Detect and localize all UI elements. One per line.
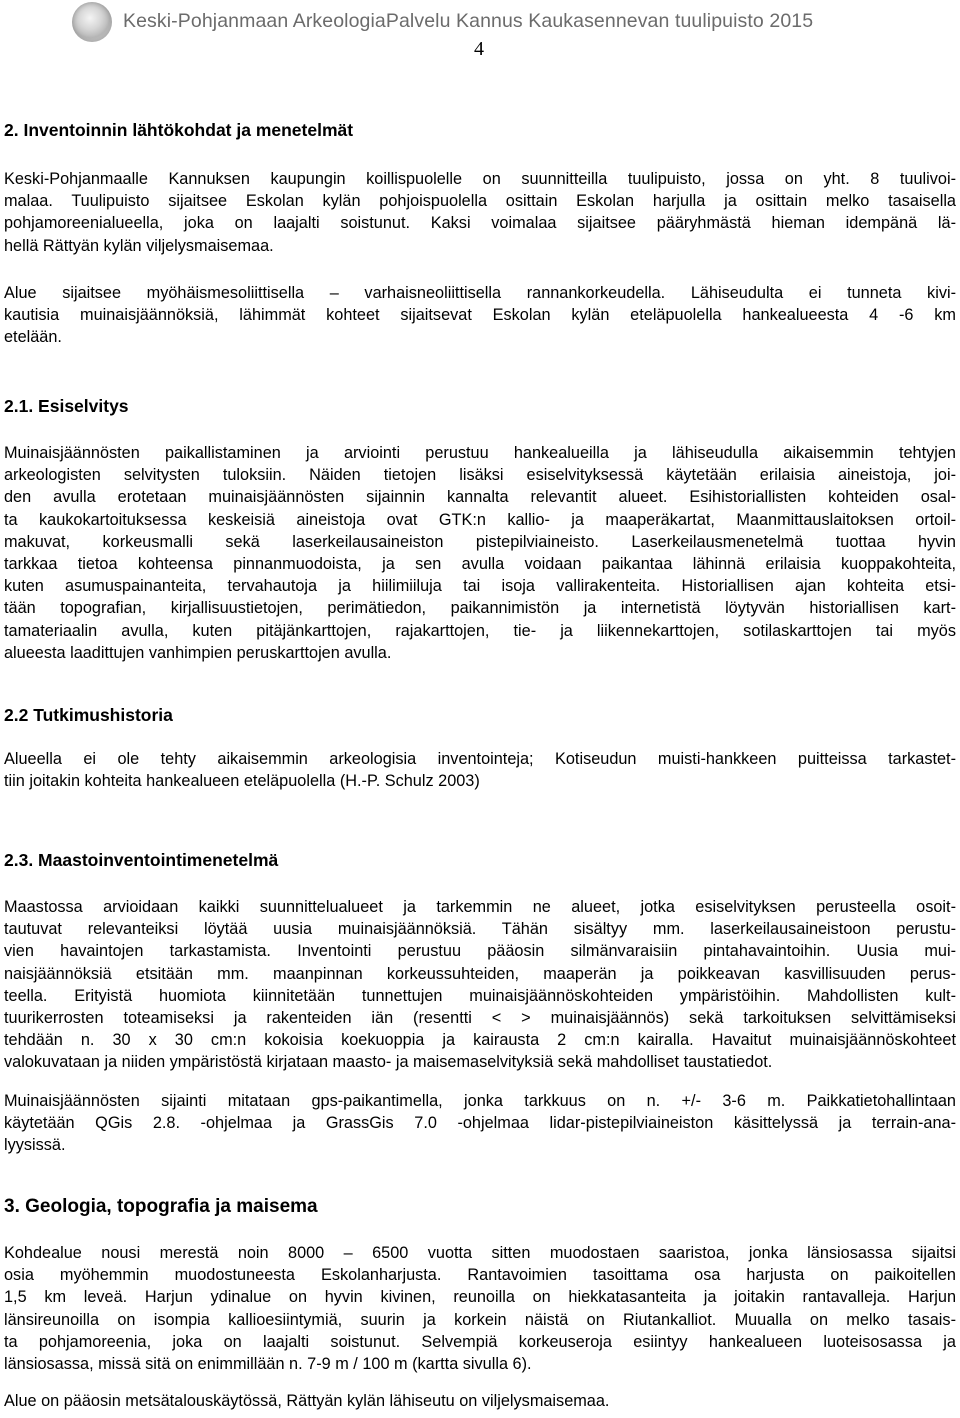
text-line: länsireunoilla on isompia kallioesiintymiä, suurin ja korkein näistä on Riutankalliot. Muualla on melko tasais- bbox=[4, 1310, 956, 1329]
text-line: Alueella ei ole tehty aikaisemmin arkeologisia inventointeja; Kotiseudun muisti-hankkeen puitteissa tarkastet- bbox=[4, 750, 956, 768]
text-line: Alue on pääosin metsätalouskäytössä, Rättyän kylän lähiseutu on viljelysmaisemaa. bbox=[4, 1392, 610, 1410]
heading-section-2: 2. Inventoinnin lähtökohdat ja menetelmät bbox=[4, 120, 354, 140]
text-line: käytetään QGis 2.8. -ohjelmaa ja GrassGis 7.0 -ohjelmaa lidar-pistepilviaineiston käsittelyssä ja terrain-ana- bbox=[4, 1114, 956, 1133]
text-line: malaa. Tuulipuisto sijaitsee Eskolan kylän pohjoispuolella osittain Eskolan harjulla ja osittain melko tasaisella bbox=[4, 192, 956, 211]
heading-section-2-2: 2.2 Tutkimushistoria bbox=[4, 705, 173, 725]
company-logo bbox=[72, 2, 112, 42]
text-line: etelään. bbox=[4, 328, 62, 347]
text-line: valokuvataan ja niiden ympäristöstä kirjataan maasto- ja maisemaselvityksiä sekä mahdolliset taustatiedot. bbox=[4, 1053, 773, 1072]
text-line: ta kaukokartoituksessa keskeisiä aineistoja ovat GTK:n kallio- ja maaperäkartat, Maanmittauslaitoksen ortoil- bbox=[4, 510, 956, 529]
text-line: makuvat, korkeusmalli sekä laserkeilausaineiston pistepilviaineisto. Laserkeilausmenetelmä tuottaa hyvin bbox=[4, 532, 956, 551]
paragraph-2-2 bbox=[4, 282, 956, 349]
paragraph-3-1 bbox=[4, 1242, 956, 1375]
text-line: Keski-Pohjanmaalle Kannuksen kaupungin koillispuolelle on suunnitteilla tuulipuisto, jossa on yht. 8 tuulivoi- bbox=[4, 170, 956, 188]
text-line: 1,5 km leveä. Harjun ydinalue on hyvin kivinen, reunoilla on hiekkatasanteita ja joitakin rantavalleja. Harjun bbox=[4, 1288, 956, 1307]
text-line: kuten asumuspainanteita, tervahautoja ja hiilimiiluja tai isoja vallirakenteita. Historiallisen ajan kohteita etsi- bbox=[4, 577, 956, 596]
heading-section-3: 3. Geologia, topografia ja maisema bbox=[4, 1196, 318, 1217]
text-line: tehdään n. 30 x 30 cm:n kokoisia koekuoppia ja kairausta 2 cm:n kairalla. Havaitut muinaisjäännöskohteet bbox=[4, 1031, 956, 1050]
text-line: tamateriaalin avulla, kuten pitäjänkarttojen, rajakarttojen, tie- ja liikennekarttojen, sotilaskarttojen tai myös bbox=[4, 621, 956, 640]
text-line: kautisia muinaisjäännöksiä, lähimmät kohteet sijaitsevat Eskolan kylän eteläpuolella hankealueesta 4 -6 km bbox=[4, 306, 956, 325]
text-line: arkeologisten selvitysten tuloksiin. Näiden tietojen lisäksi esiselvityksessä käytetään erilaisia aineistoja, joi- bbox=[4, 466, 956, 485]
text-line: den avulla erotetaan muinaisjäännösten sijainnin kannalta relevantit alueet. Esihistoriallisten kohteiden osal- bbox=[4, 488, 956, 507]
paragraph-2-1 bbox=[4, 168, 956, 257]
running-header: Keski-Pohjanmaan ArkeologiaPalvelu Kannus Kaukasennevan tuulipuisto 2015 bbox=[123, 10, 814, 32]
text-line: ta pohjamoreenia, joka on laajalti soistunut. Selvempiä korkeuseroja esiintyy hankealueen luoteisosassa ja bbox=[4, 1332, 956, 1351]
text-line: tiin joitakin kohteita hankealueen eteläpuolella (H.-P. Schulz 2003) bbox=[4, 772, 480, 791]
text-line: Alue sijaitsee myöhäismesoliittisella – varhaisneoliittisella rannankorkeudella. Lähiseudulta ei tunneta kivi- bbox=[4, 284, 956, 302]
text-line: vien havaintojen tarkastamista. Inventointi perustuu pääosin silmänvaraisiin pintahavaintoihin. Uusia mui- bbox=[4, 942, 956, 961]
text-line: länsiosassa, missä sitä on enimmillään n. 7-9 m / 100 m (kartta sivulla 6). bbox=[4, 1355, 532, 1374]
text-line: tuurikerrosten toteamiseksi ja rakenteiden iän (resentti < > muinaisjäännös) sekä tarkoituksen selvittämiseksi bbox=[4, 1009, 956, 1028]
text-line: teella. Erityistä huomiota kiinnitetään tunnettujen muinaisjäännöskohteiden ympäristöihin. Mahdollisten kult- bbox=[4, 986, 956, 1005]
text-line: alueesta laadittujen vanhimpien peruskarttojen avulla. bbox=[4, 643, 392, 662]
text-line: hellä Rättyän kylän viljelysmaisemaa. bbox=[4, 236, 274, 255]
text-line: tautuvat relevanteiksi löytää uusia muinaisjäännöksiä. Tähän sisältyy mm. laserkeilausaineistoon perustu- bbox=[4, 920, 956, 939]
text-line: lyysissä. bbox=[4, 1136, 66, 1155]
text-line: osia myöhemmin muodostuneesta Eskolanharjusta. Rantavoimien tasoittama osa harjusta on paikoitellen bbox=[4, 1266, 956, 1285]
page-number: 4 bbox=[474, 38, 484, 60]
paragraph-2-1-1 bbox=[4, 442, 956, 664]
text-line: Kohdealue nousi merestä noin 8000 – 6500 vuotta sitten muodostaen saaristoa, jonka länsiosassa sijaitsi bbox=[4, 1244, 956, 1262]
text-line: Muinaisjäännösten sijainti mitataan gps-paikantimella, jonka tarkkuus on n. +/- 3-6 m. Paikkatietohallintaan bbox=[4, 1092, 956, 1110]
text-line: Maastossa arvioidaan kaikki suunnittelualueet ja tarkemmin ne alueet, jotka esiselvityksen perusteella osoit- bbox=[4, 898, 956, 916]
text-line: tarkkaa tietoa kohteensa pinnanmuodoista, ja sen avulla voidaan paikantaa lähinnä erilaisia kuoppakohteita, bbox=[4, 555, 956, 574]
text-line: naisjäännöksiä etsitään mm. maanpinnan korkeussuhteiden, maaperän ja poikkeavan kasvillisuuden perus- bbox=[4, 964, 956, 983]
text-line: tään topografian, kirjallisuustietojen, perimätiedon, paikannimistön ja internetistä löytyvän historiallisen kart- bbox=[4, 599, 956, 618]
paragraph-2-3-2 bbox=[4, 1090, 956, 1157]
paragraph-2-2-1 bbox=[4, 748, 956, 792]
paragraph-2-3-1 bbox=[4, 896, 956, 1074]
text-line: Muinaisjäännösten paikallistaminen ja arviointi perustuu hankealueilla ja lähiseudulla aikaisemmin tehtyjen bbox=[4, 444, 956, 462]
text-line: pohjamoreenialueella, joka on laajalti soistunut. Kaksi voimalaa sijaitsee pääryhmästä hieman idempänä lä- bbox=[4, 214, 956, 233]
heading-section-2-3: 2.3. Maastoinventointimenetelmä bbox=[4, 850, 279, 870]
heading-section-2-1: 2.1. Esiselvitys bbox=[4, 396, 129, 416]
paragraph-3-2 bbox=[4, 1390, 956, 1412]
